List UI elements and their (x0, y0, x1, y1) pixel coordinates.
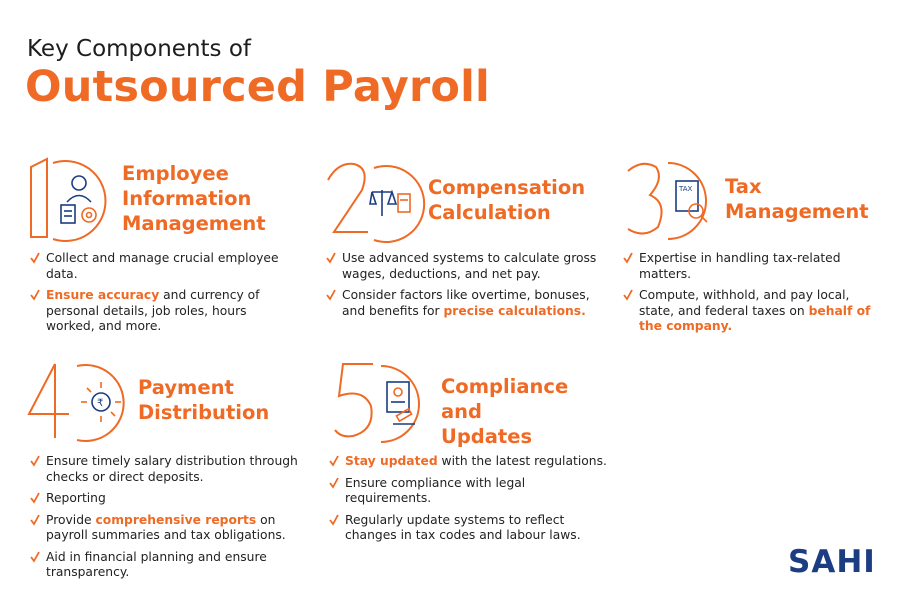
bullet-text: Ensure compliance with legal requirements. (345, 475, 526, 505)
bullet-item (329, 476, 609, 507)
compliance-gavel-icon (387, 382, 415, 424)
check-icon (30, 252, 40, 264)
highlight-text: Stay updated (345, 454, 438, 468)
rupee-distribution-icon (81, 382, 121, 422)
heading-line: Payment (138, 376, 234, 399)
check-icon (329, 514, 339, 526)
bullet-item (326, 251, 606, 282)
section-5-bullets (329, 454, 609, 550)
sahi-logo: SAHI (788, 544, 876, 580)
heading-line: Information (122, 187, 252, 210)
bullet-item (329, 513, 609, 544)
check-icon (623, 289, 633, 301)
bullet-text: and currency of personal details, job roles, hours worked, and more. (46, 288, 260, 333)
highlight-text: behalf of the company. (639, 303, 871, 333)
check-icon (329, 477, 339, 489)
check-icon (326, 252, 336, 264)
highlight-text: Ensure accuracy (46, 288, 160, 302)
check-icon (326, 289, 336, 301)
heading-line: Management (122, 212, 266, 235)
bullet-item (623, 251, 883, 282)
check-icon (30, 551, 40, 563)
section-2-bullets (326, 251, 606, 325)
bullet-text: Expertise in handling tax-related matters. (639, 251, 841, 281)
section-2-heading (428, 175, 585, 225)
check-icon (30, 514, 40, 526)
bullet-text: Use advanced systems to calculate gross wages, deductions, and net pay. (342, 251, 597, 281)
heading-line: Compliance and (441, 375, 569, 423)
bullet-item (329, 454, 609, 470)
bullet-item (30, 550, 310, 581)
check-icon (30, 455, 40, 467)
bullet-item (30, 251, 280, 282)
number-4-graphic (27, 358, 142, 458)
section-4-heading (138, 375, 269, 425)
highlight-text: comprehensive reports (95, 512, 257, 527)
bullet-text: Collect and manage crucial employee data. (46, 251, 279, 281)
number-2-graphic (324, 160, 439, 260)
bullet-text: Compute, withhold, and pay local, state, and federal taxes on (639, 288, 850, 318)
heading-line: Management (725, 200, 869, 223)
heading-line: Employee (122, 162, 229, 185)
number-3-graphic (624, 157, 739, 257)
section-3-heading (725, 174, 869, 224)
calculator-scale-icon (370, 190, 410, 216)
bullet-text: on payroll summaries and tax obligations. (46, 512, 286, 542)
highlight-text: precise calculations. (443, 303, 586, 318)
heading-line: Updates (441, 425, 533, 448)
section-4-bullets (30, 454, 310, 587)
bullet-text: Ensure timely salary distribution through checks or direct deposits. (46, 454, 298, 484)
svg-text:₹: ₹ (97, 398, 104, 409)
bullet-item (326, 288, 606, 319)
bullet-item (30, 454, 310, 485)
heading-line: Distribution (138, 401, 270, 424)
bullet-item (30, 513, 310, 544)
bullet-text: with the latest regulations. (437, 454, 607, 468)
check-icon (329, 455, 339, 467)
section-1-heading (122, 161, 266, 236)
bullet-item (30, 491, 310, 507)
section-5-heading (441, 374, 568, 449)
employee-data-icon (61, 176, 96, 223)
bullet-text: Provide (46, 512, 96, 527)
bullet-text: Regularly update systems to reflect changes in tax codes and labour laws. (345, 512, 581, 542)
bullet-text: Consider factors like overtime, bonuses, and benefits for (342, 288, 590, 318)
section-1-bullets (30, 251, 280, 341)
heading-line: Tax (725, 175, 762, 198)
bullet-text: Reporting (46, 491, 106, 505)
check-icon (30, 289, 40, 301)
section-3-bullets (623, 251, 883, 341)
bullet-text: Aid in financial planning and ensure transparency. (46, 549, 267, 579)
heading-line: Compensation (428, 176, 586, 199)
check-icon (30, 492, 40, 504)
heading-line: Calculation (428, 201, 551, 224)
svg-text:TAX: TAX (679, 185, 693, 193)
title-line-1: Key Components of (27, 36, 252, 62)
bullet-item (30, 288, 280, 335)
check-icon (623, 252, 633, 264)
bullet-item (623, 288, 883, 335)
number-5-graphic (333, 360, 448, 460)
title-line-2: Outsourced Payroll (25, 62, 490, 112)
